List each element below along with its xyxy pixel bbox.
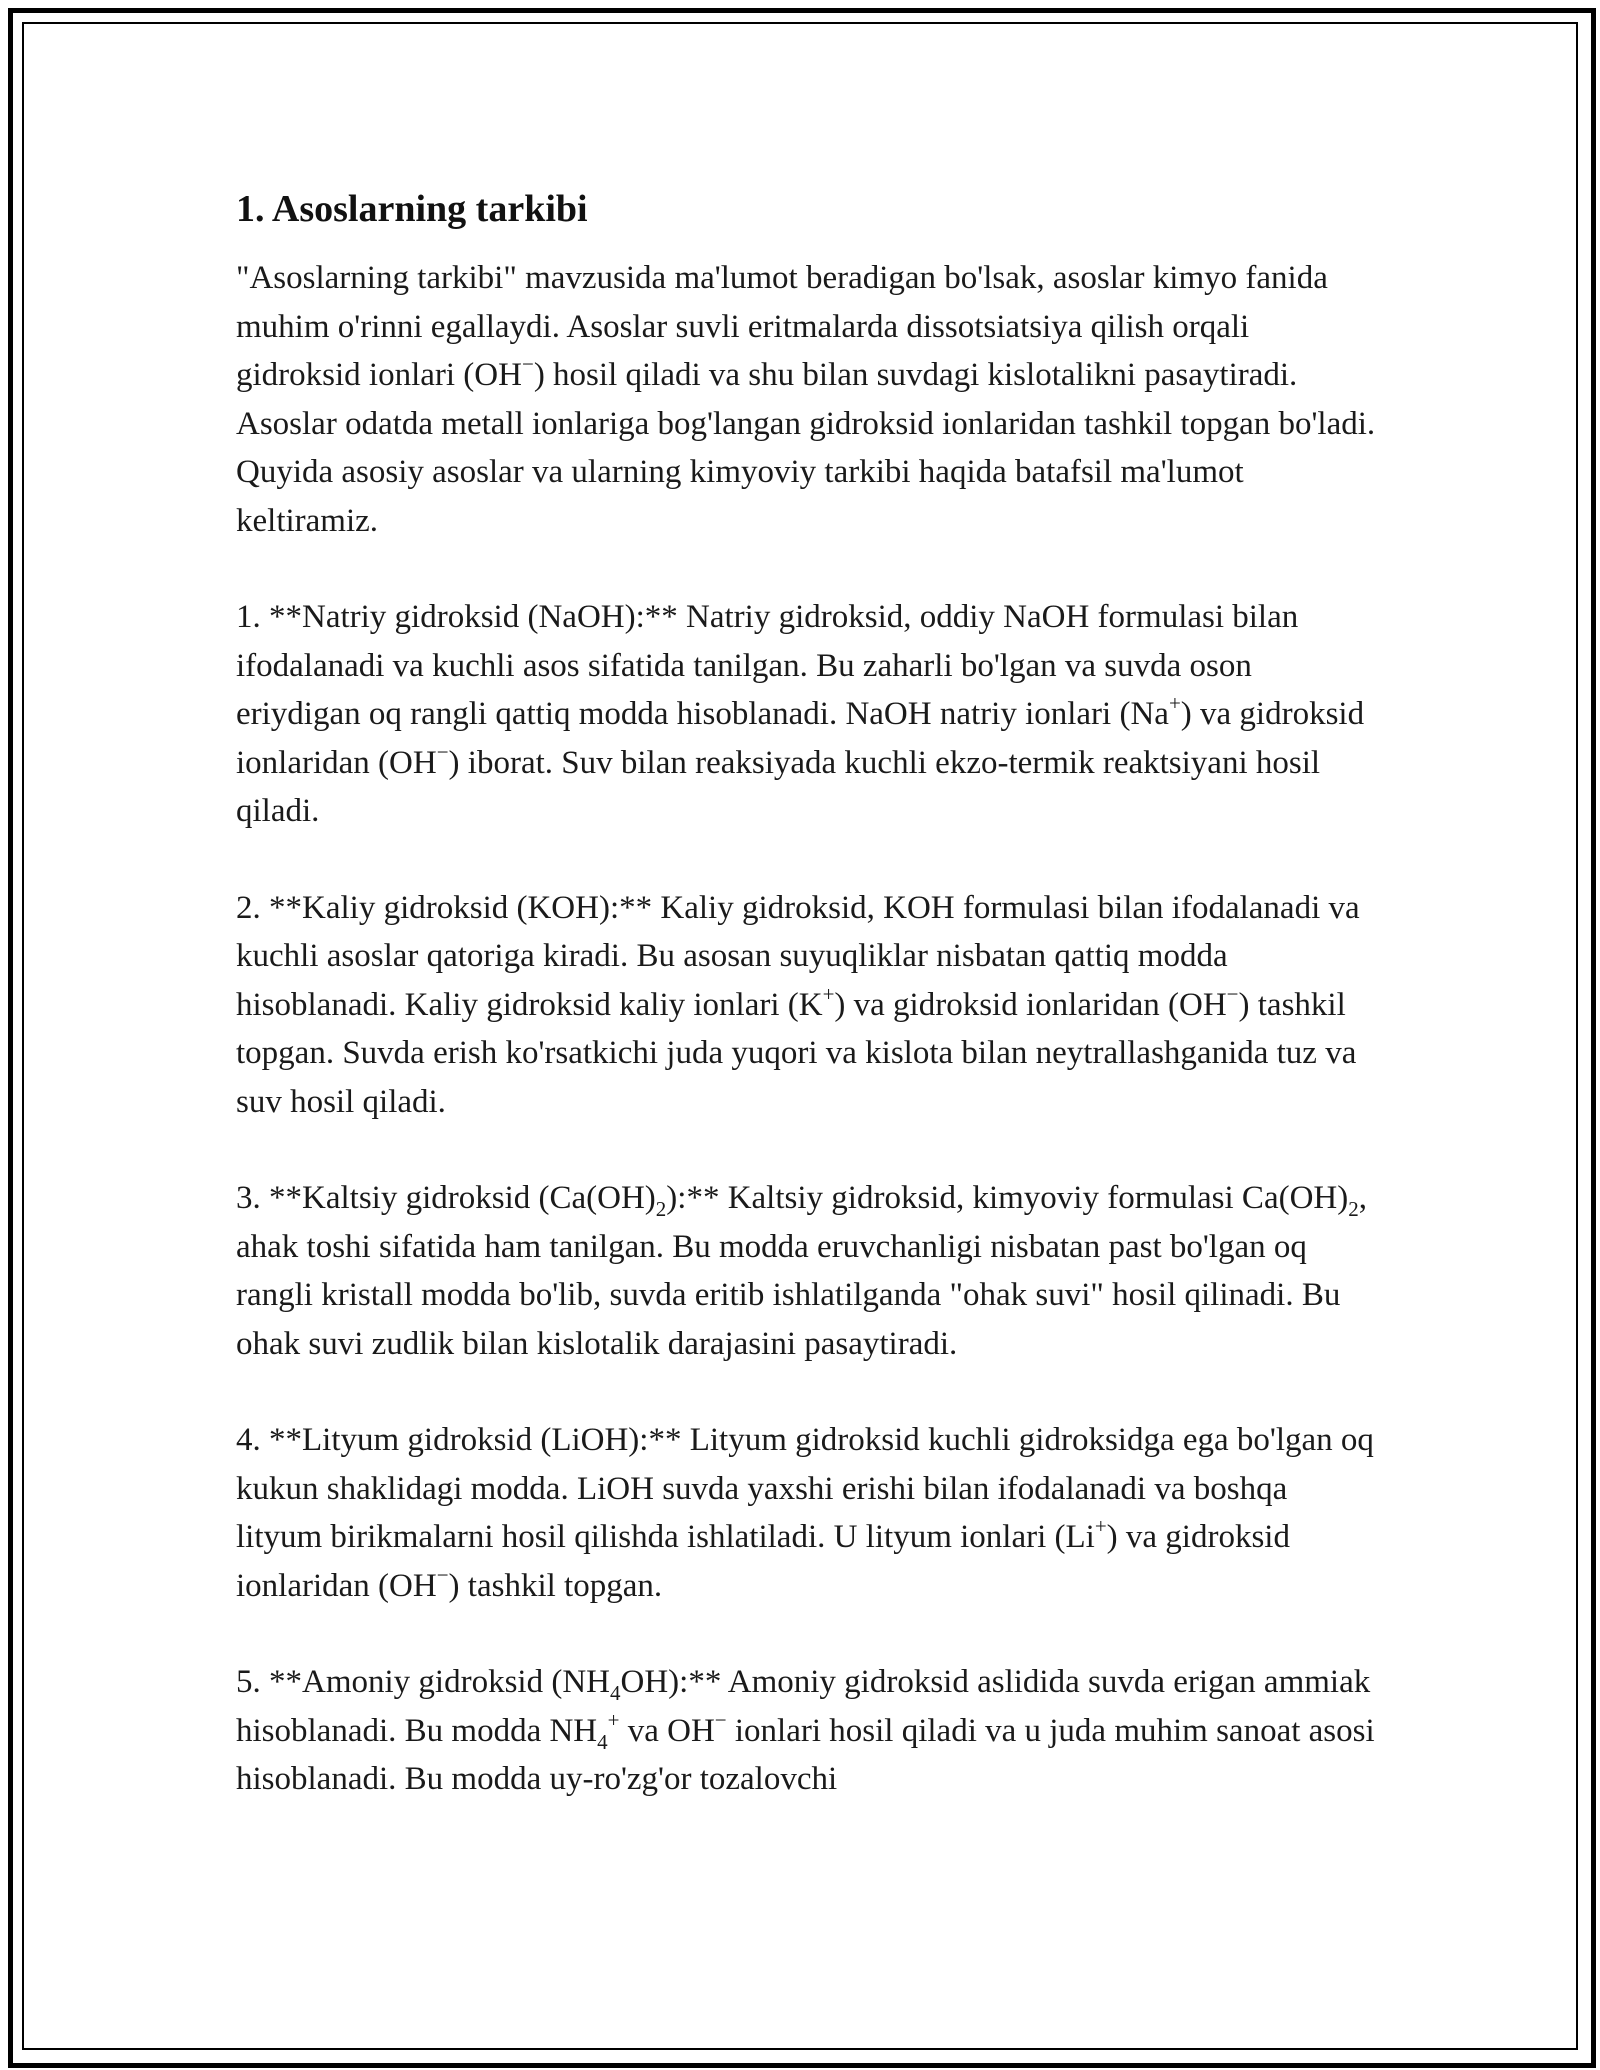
section-heading: 1. Asoslarning tarkibi: [236, 188, 588, 230]
paragraph-text: 3. **Kaltsiy gidroksid (Ca(OH): [236, 1180, 656, 1216]
paragraph: [236, 593, 1376, 836]
paragraph-text: OH):** Amoniy gidroksid aslidida suvda erigan ammiak hisoblanadi. Bu modda NH: [236, 1664, 1371, 1749]
paragraph-text: ) tashkil topgan. Suvda erish ko'rsatkichi juda yuqori va kislota bilan neytrallashganida tuz va suv hosil qiladi.: [236, 986, 1357, 1120]
superscript: +: [1094, 1514, 1107, 1538]
superscript: +: [1168, 691, 1181, 715]
paragraph-text: ) va gidroksid ionlaridan (OH: [236, 1519, 1290, 1604]
paragraph-text: 4. **Lityum gidroksid (LiOH):** Lityum gidroksid kuchli gidroksidga ega bo'lgan oq kukun shaklidagi modda. LiOH suvda yaxshi erishi bilan ifodalanadi va boshqa lityum birikmalarni hosil qilishda ishlatiladi. U lityum ionlari (Li: [236, 1422, 1374, 1555]
paragraph: [236, 1174, 1376, 1368]
paragraph-list: [236, 254, 1376, 1804]
superscript: −: [436, 739, 449, 764]
paragraph: [236, 1416, 1376, 1610]
superscript: −: [521, 352, 534, 376]
paragraph-text: ) va gidroksid ionlaridan (OH: [834, 986, 1227, 1023]
paragraph-text: ) iborat. Suv bilan reaksiyada kuchli ekzo-termik reaktsiyani hosil qiladi.: [236, 744, 1321, 829]
paragraph: [236, 254, 1376, 545]
paragraph-text: ) va gidroksid ionlaridan (OH: [236, 696, 1365, 781]
paragraph: [236, 1658, 1376, 1804]
superscript: −: [1226, 981, 1239, 1006]
document-body: [236, 186, 1376, 1852]
paragraph-text: 2. **Kaliy gidroksid (KOH):** Kaliy gidroksid, KOH formulasi bilan ifodalanadi va kuchli asoslar qatoriga kiradi. Bu asosan suyuqliklar nisbatan qattiq modda hisoblanadi. Kaliy gidroksid kaliy ionlari (K: [236, 889, 1360, 1023]
paragraph-text: 1. **Natriy gidroksid (NaOH):** Natriy gidroksid, oddiy NaOH formulasi bilan ifodalanadi va kuchli asos sifatida tanilgan. Bu zaharli bo'lgan va suvda oson eriydigan oq rangli qattiq modda hisoblanadi. NaOH natriy ionlari (Na: [236, 599, 1299, 732]
superscript: +: [607, 1707, 620, 1732]
subscript: 2: [1348, 1197, 1359, 1221]
subscript: 4: [597, 1729, 608, 1754]
superscript: −: [436, 1562, 449, 1587]
superscript: −: [714, 1707, 727, 1732]
paragraph-text: "Asoslarning tarkibi" mavzusida ma'lumot beradigan bo'lsak, asoslar kimyo fanida muhim o'rinni egallaydi. Asoslar suvli eritmalarda dissotsiatsiya qilish orqali gidroksid ionlari (OH: [236, 260, 1328, 393]
paragraph-text: va OH: [619, 1712, 715, 1749]
paragraph-text: ) hosil qiladi va shu bilan suvdagi kislotalikni pasaytiradi. Asoslar odatda metall ionlariga bog'langan gidroksid ionlaridan tashkil topgan bo'ladi. Quyida asosiy asoslar va ularning kimyoviy tarkibi haqida batafsil ma'lumot keltiramiz.: [236, 357, 1376, 539]
subscript: 4: [610, 1681, 621, 1705]
paragraph: [236, 884, 1376, 1127]
paragraph-text: ):** Kaltsiy gidroksid, kimyoviy formulasi Ca(OH): [666, 1180, 1349, 1216]
paragraph-text: 5. **Amoniy gidroksid (NH: [236, 1664, 610, 1700]
subscript: 2: [655, 1197, 667, 1221]
paragraph-text: , ahak toshi sifatida ham tanilgan. Bu modda eruvchanligi nisbatan past bo'lgan oq rangli kristall modda bo'lib, suvda eritib ishlatilganda "ohak suvi" hosil qilinadi. Bu ohak suvi zudlik bilan kislotalik darajasini pasaytiradi.: [236, 1180, 1367, 1362]
paragraph-text: ionlari hosil qiladi va u juda muhim sanoat asosi hisoblanadi. Bu modda uy-ro'zg'or tozalovchi: [236, 1712, 1375, 1797]
superscript: +: [822, 981, 835, 1006]
paragraph-text: ) tashkil topgan.: [448, 1567, 663, 1604]
